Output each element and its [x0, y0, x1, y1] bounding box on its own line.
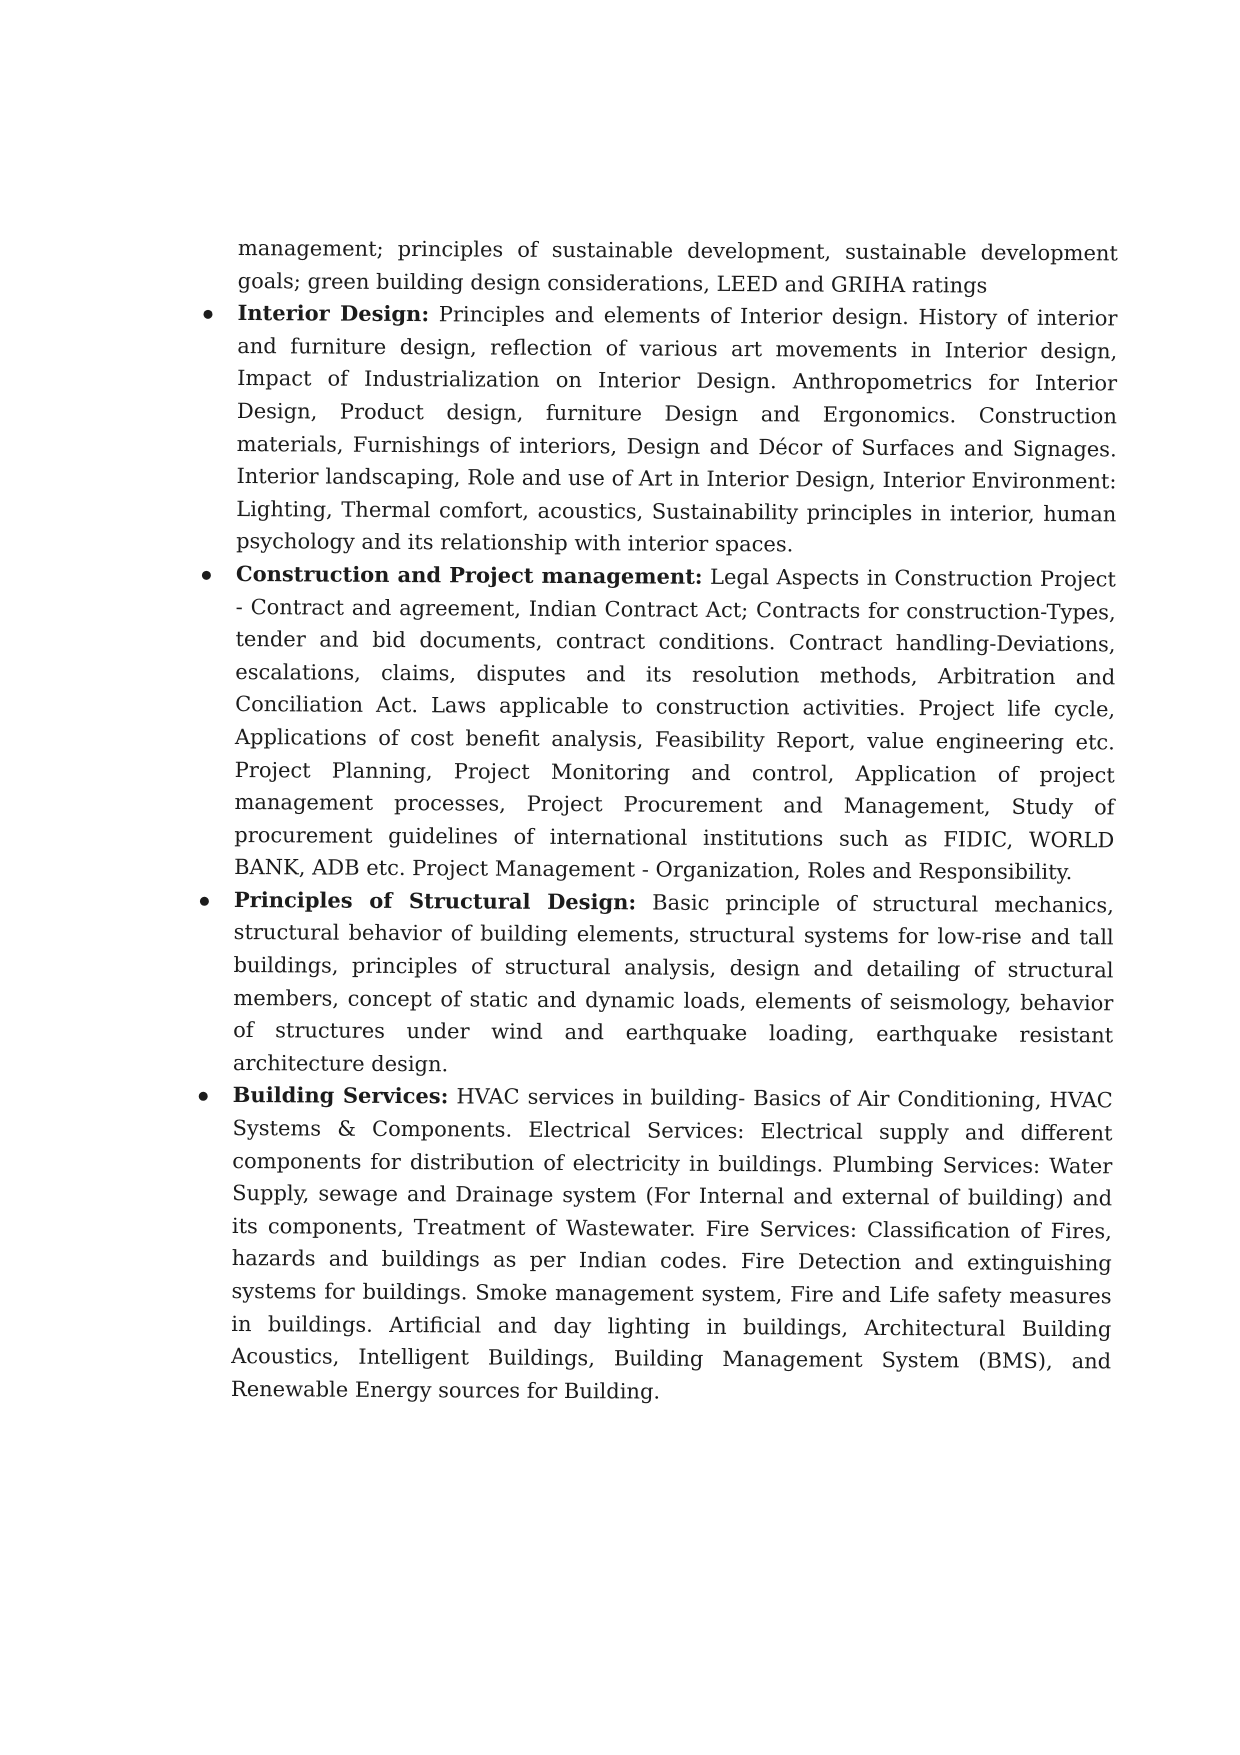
topic-title: Building Services:: [232, 1082, 449, 1109]
intro-paragraph: management; principles of sustainable development, sustainable development goals; green building design considerations, LEED and GRIHA ratings: [237, 235, 1118, 298]
topic-title: Principles of Structural Design:: [233, 886, 637, 915]
topic-structural-design: [233, 884, 1114, 1085]
topic-interior-design: [236, 297, 1118, 563]
topic-construction-project-management: [234, 558, 1116, 889]
syllabus-content: [231, 232, 1118, 1411]
topic-building-services: [231, 1079, 1113, 1410]
topic-body: Principles and elements of Interior design. History of interior and furniture design, reflection of various art movements in Interior design, Impact of Industrialization on Interior Design. Anthropometrics for Interior Design, Product design, furniture Design and Ergonomics. Construction materials, Furnishings of interiors, Design and Décor of Surfaces and Signages. Interior landscaping, Role and use of Art in Interior Design, Interior Environment: Lighting, Thermal comfort, acoustics, Sustainability principles in interior, human psychology and its relationship with interior spaces.: [236, 302, 1118, 557]
topic-title: Construction and Project management:: [235, 560, 703, 589]
bullet-icon: [202, 571, 211, 580]
topic-list: [231, 297, 1118, 1411]
bullet-icon: [200, 897, 209, 906]
bullet-icon: [199, 1092, 208, 1101]
topic-title: Interior Design:: [237, 300, 430, 327]
topic-body: HVAC services in building- Basics of Air Conditioning, HVAC Systems & Components. Electrical Services: Electrical supply and different components for distribution of electricity in buildings. Plumbing Services: Water Supply, sewage and Drainage system (For Internal and external of building) and its components, Treatment of Wastewater. Fire Services: Classification of Fires, hazards and buildings as per Indian codes. Fire Detection and extinguishing systems for buildings. Smoke management system, Fire and Life safety measures in buildings. Artificial and day lighting in buildings, Architectural Building Acoustics, Intelligent Buildings, Building Management System (BMS), and Renewable Energy sources for Building.: [230, 1084, 1113, 1404]
topic-body: Basic principle of structural mechanics, structural behavior of building elements, structural systems for low-rise and tall buildings, principles of structural analysis, design and detailing of structural members, concept of static and dynamic loads, elements of seismology, behavior of structures under wind and earthquake loading, earthquake resistant architecture design.: [232, 890, 1114, 1077]
bullet-icon: [203, 310, 212, 319]
topic-body: Legal Aspects in Construction Project - Contract and agreement, Indian Contract Act; Contracts for construction-Types, tender and bid documents, contract conditions. Contract handling-Deviations, escalations, claims, disputes and its resolution methods, Arbitration and Conciliation Act. Laws applicable to construction activities. Project life cycle, Applications of cost benefit analysis, Feasibility Report, value engineering etc. Project Planning, Project Monitoring and control, Application of project management processes, Project Procurement and Management, Study of procurement guidelines of international institutions such as FIDIC, WORLD BANK, ADB etc. Project Management - Organization, Roles and Responsibility.: [234, 564, 1116, 885]
